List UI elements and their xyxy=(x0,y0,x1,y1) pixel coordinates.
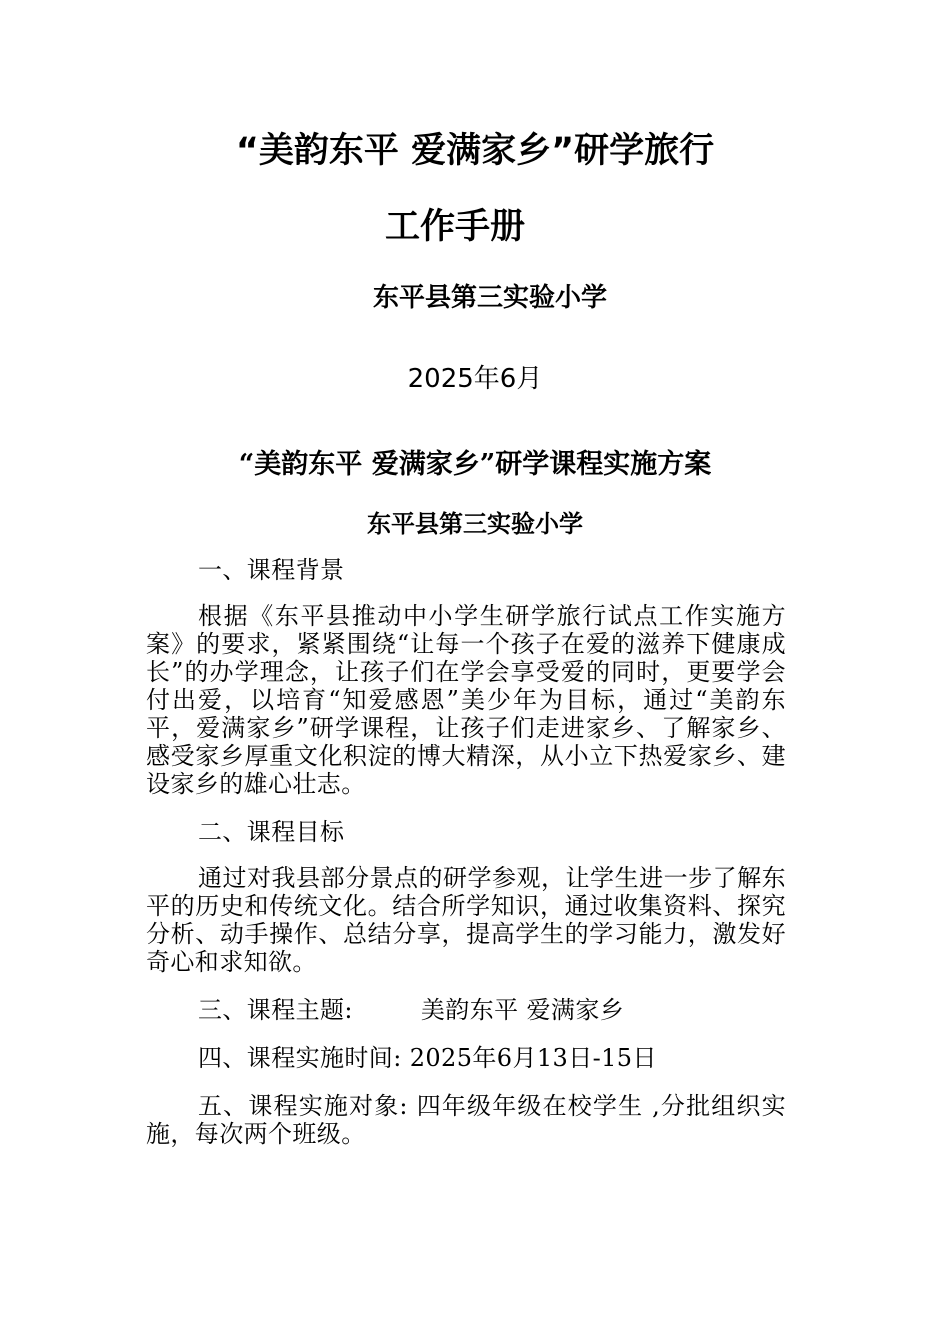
section-goal-heading: 二、课程目标 xyxy=(198,818,345,846)
theme-label: 三、课程主题: xyxy=(198,996,353,1024)
cover-date: 2025年6月 xyxy=(407,364,543,394)
section-time xyxy=(146,1044,786,1072)
handbook-title-line2: 工作手册 xyxy=(384,207,525,247)
plan-content xyxy=(146,556,786,1168)
plan-title: “美韵东平 爱满家乡”研学课程实施方案 xyxy=(238,449,712,480)
plan-school-name: 东平县第三实验小学 xyxy=(367,509,583,538)
section-background-text: 根据《东平县推动中小学生研学旅行试点工作实施方案》的要求，紧紧围绕“让每一个孩子在爱的滋养下健康成长”的办学理念，让孩子们在学会享受爱的同时，更要学会付出爱，以培育“知爱感恩”美少年为目标，通过“美韵东平，爱满家乡”研学课程，让孩子们走进家乡、了解家乡、感受家乡厚重文化积淀的博大精深，从小立下热爱家乡、建设家乡的雄心壮志。 xyxy=(146,602,786,798)
time-label: 四、课程实施时间: xyxy=(198,1044,402,1072)
handbook-title-line1: “美韵东平 爱满家乡”研学旅行 xyxy=(235,131,715,171)
section-goal-text: 通过对我县部分景点的研学参观，让学生进一步了解东平的历史和传统文化。结合所学知识，通过收集资料、探究分析、动手操作、总结分享，提高学生的学习能力，激发好奇心和求知欲。 xyxy=(146,864,786,976)
section-theme xyxy=(146,996,786,1024)
section-background-heading: 一、课程背景 xyxy=(198,556,345,584)
cover-school-name: 东平县第三实验小学 xyxy=(372,283,607,313)
target-label: 五、课程实施对象: xyxy=(198,1092,408,1120)
time-value: 2025年6月13日-15日 xyxy=(409,1044,657,1072)
target-value: 四年级年级在校学生 ,分批组织实施，每次两个班级。 xyxy=(146,1092,786,1148)
theme-value: 美韵东平 爱满家乡 xyxy=(420,996,625,1024)
section-target xyxy=(146,1092,786,1148)
